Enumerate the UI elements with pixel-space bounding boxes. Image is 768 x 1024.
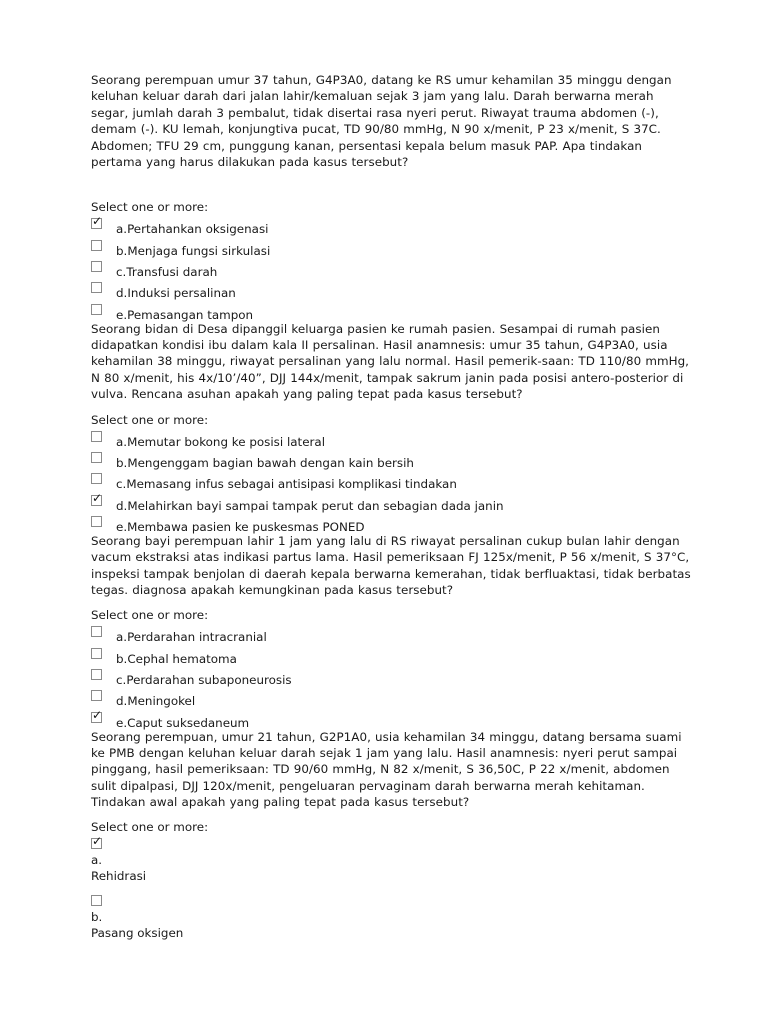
question-2-option-a[interactable] <box>91 431 691 452</box>
option-label: c.Transfusi darah <box>116 265 218 280</box>
option-label: d.Meningokel <box>116 694 196 709</box>
checkbox[interactable] <box>91 516 102 527</box>
question-3-option-a[interactable] <box>91 626 691 647</box>
checkbox[interactable] <box>91 261 102 272</box>
question-3-text: Seorang bayi perempuan lahir 1 jam yang lalu di RS riwayat persalinan cukup bulan lahir dengan vacum ekstraksi atas indikasi partus lama. Hasil pemeriksaan FJ 125x/menit, P 56 x/menit, S 37°C, inspeksi tampak benjolan di daerah kepala berwarna kemerahan, tidak berfluaktasi, tidak berbatas tegas. diagnosa apakah kemungkinan pada kasus tersebut? <box>91 533 691 598</box>
option-label: a.Memutar bokong ke posisi lateral <box>116 434 326 449</box>
checkbox-checked[interactable] <box>91 490 103 506</box>
option-label: a.Pertahankan oksigenasi <box>116 222 269 237</box>
question-4-prompt: Select one or more: <box>91 819 209 834</box>
question-4-text: Seorang perempuan, umur 21 tahun, G2P1A0, usia kehamilan 34 minggu, datang bersama suami ke PMB dengan keluhan keluar darah sejak 1 jam yang lalu. Hasil anamnesis: nyeri perut sampai pinggang, hasil pemeriksaan: TD 90/60 mmHg, N 82 x/menit, S 36,50C, P 22 x/menit, abdomen sulit dipalpasi, DJJ 120x/menit, pengeluaran pervaginam darah berwarna merah kehitaman. Tindakan awal apakah yang paling tepat pada kasus tersebut? <box>91 729 682 810</box>
question-3-option-b[interactable] <box>91 648 691 669</box>
option-label: a.Perdarahan intracranial <box>116 630 267 645</box>
question-2-option-d[interactable] <box>91 490 691 516</box>
question-1-option-d[interactable] <box>91 282 691 303</box>
option-label: d.Induksi persalinan <box>116 286 236 301</box>
checkbox[interactable] <box>91 240 102 251</box>
checkbox[interactable] <box>91 648 102 659</box>
option-label: c.Perdarahan subaponeurosis <box>116 673 292 688</box>
option-letter: b. <box>91 909 103 924</box>
option-label: Pasang oksigen <box>91 925 184 940</box>
question-3-option-e[interactable] <box>91 707 691 730</box>
question-1-prompt: Select one or more: <box>91 200 209 215</box>
question-2-option-e[interactable] <box>91 516 691 533</box>
option-label: d.Melahirkan bayi sampai tampak perut dan sebagian dada janin <box>116 498 504 513</box>
question-4-option-b[interactable] <box>91 893 691 941</box>
question-1-option-e[interactable] <box>91 304 691 321</box>
question-1-option-b[interactable] <box>91 240 691 261</box>
checkbox[interactable] <box>91 452 102 463</box>
option-label: Rehidrasi <box>91 868 147 883</box>
checkbox[interactable] <box>91 690 102 701</box>
checkbox-checked[interactable] <box>91 214 103 229</box>
question-3-option-c[interactable] <box>91 669 691 690</box>
option-label: e.Caput suksedaneum <box>116 715 250 730</box>
question-4-option-a[interactable] <box>91 833 691 884</box>
option-label: e.Membawa pasien ke puskesmas PONED <box>116 519 365 534</box>
checkbox-checked[interactable] <box>91 833 103 849</box>
checkbox[interactable] <box>91 304 102 315</box>
option-label: e.Pemasangan tampon <box>116 307 254 322</box>
question-3-option-d[interactable] <box>91 690 691 711</box>
quiz-page <box>91 72 691 941</box>
checkmark-icon: ✓ <box>92 833 103 848</box>
question-2-option-b[interactable] <box>91 452 691 473</box>
option-letter: a. <box>91 852 103 867</box>
question-3-prompt: Select one or more: <box>91 608 209 623</box>
checkbox[interactable] <box>91 473 102 484</box>
option-label: b.Menjaga fungsi sirkulasi <box>116 243 271 258</box>
checkmark-icon: ✓ <box>92 214 103 229</box>
question-2-text: Seorang bidan di Desa dipanggil keluarga pasien ke rumah pasien. Sesampai di rumah pasien didapatkan kondisi ibu dalam kala II persalinan. Hasil anamnesis: umur 35 tahun, G4P3A0, usia kehamilan 38 minggu, riwayat persalinan yang lalu normal. Hasil pemerik-saan: TD 110/80 mmHg, N 80 x/menit, his 4x/10’/40”, DJJ 144x/menit, tampak sakrum janin pada posisi antero-posterior di vulva. Rencana asuhan apakah yang paling tepat pada kasus tersebut? <box>91 321 690 402</box>
option-label: b.Mengenggam bagian bawah dengan kain bersih <box>116 455 414 470</box>
checkmark-icon: ✓ <box>92 490 103 505</box>
checkbox[interactable] <box>91 626 102 637</box>
question-1-text: Seorang perempuan umur 37 tahun, G4P3A0, datang ke RS umur kehamilan 35 minggu dengan keluhan keluar darah dari jalan lahir/kemaluan sejak 3 jam yang lalu. Darah berwarna merah segar, jumlah darah 3 pembalut, tidak disertai rasa nyeri perut. Riwayat trauma abdomen (-), demam (-). KU lemah, konjungtiva pucat, TD 90/80 mmHg, N 90 x/menit, P 23 x/menit, S 37C. Abdomen; TFU 29 cm, punggung kanan, persentasi kepala belum masuk PAP. Apa tindakan pertama yang harus dilakukan pada kasus tersebut? <box>91 73 672 170</box>
option-label: b.Cephal hematoma <box>116 651 237 666</box>
checkbox[interactable] <box>91 669 102 680</box>
checkmark-icon: ✓ <box>92 707 103 722</box>
question-2-prompt: Select one or more: <box>91 412 209 427</box>
checkbox-checked[interactable] <box>91 707 103 723</box>
checkbox[interactable] <box>91 431 102 442</box>
question-2-option-c[interactable] <box>91 473 691 494</box>
option-label: c.Memasang infus sebagai antisipasi komplikasi tindakan <box>116 477 457 492</box>
checkbox[interactable] <box>91 895 102 906</box>
question-1-option-a[interactable] <box>91 214 691 239</box>
checkbox[interactable] <box>91 282 102 293</box>
question-1-option-c[interactable] <box>91 261 691 282</box>
